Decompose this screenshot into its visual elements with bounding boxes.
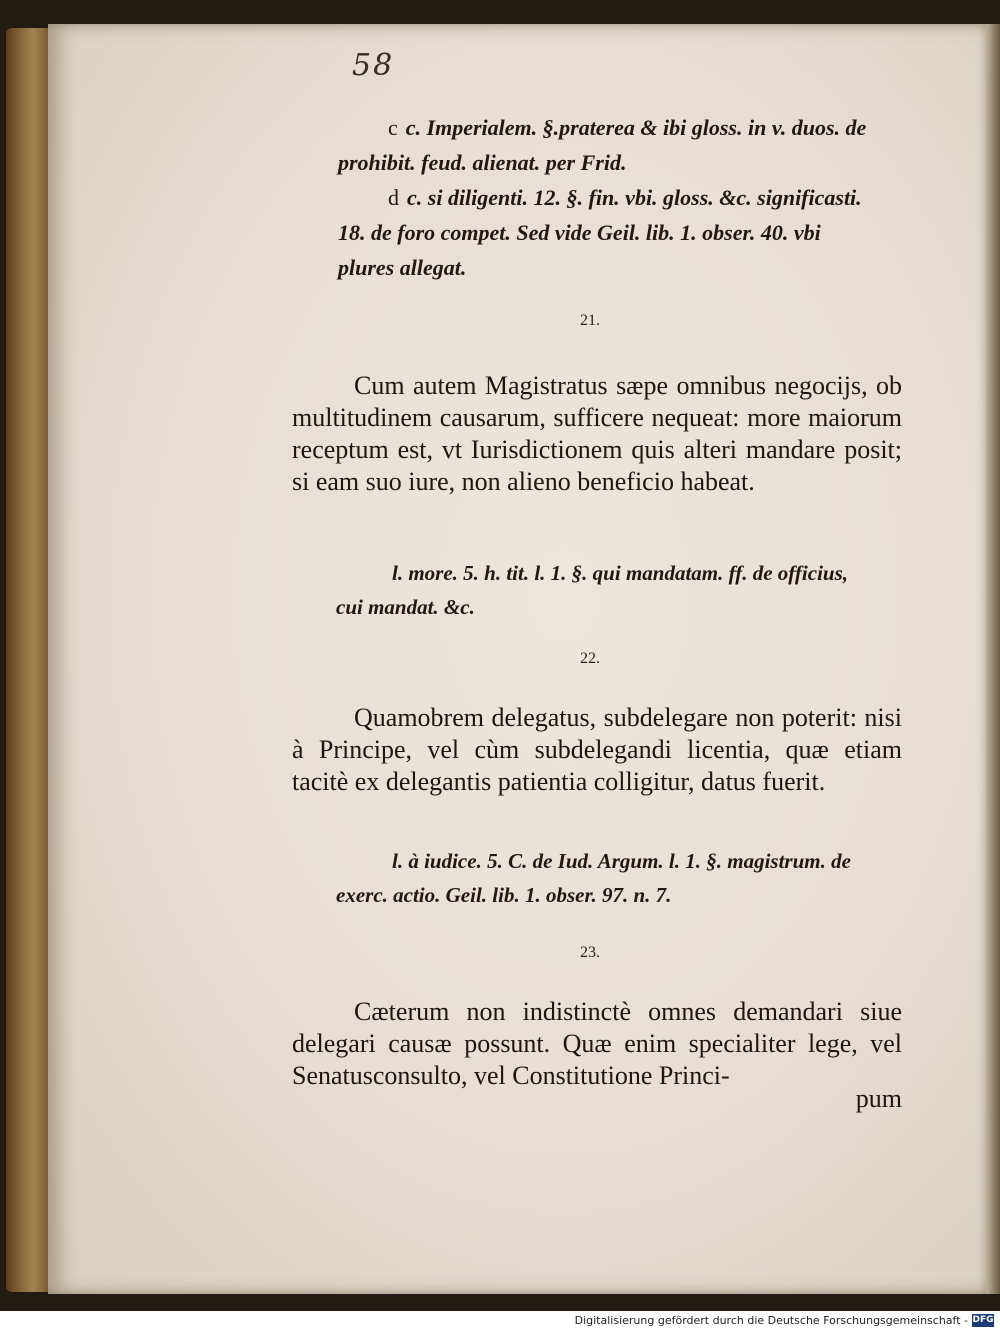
section-number-22: 22. [580,650,600,667]
book-spine-edge [6,28,52,1292]
footnote-d-text: c. si diligenti. 12. §. fin. vbi. gloss. &c. significasti. 18. de foro compet. Sed vide Geil. lib. 1. obser. 40. vbi plures allegat. [338,185,862,280]
footnote-c-marker: c [388,115,398,140]
footnote-c-text: c. Imperialem. §.praterea & ibi gloss. in v. duos. de prohibit. feud. alienat. per Frid. [338,115,867,175]
dfg-logo: DFG [972,1315,994,1325]
footnote-d-marker: d [388,185,399,210]
section-21-citation: l. more. 5. h. tit. l. 1. §. qui mandatam. ff. de officius, cui mandat. &c. [336,561,849,619]
page-number: 58 [352,48,395,83]
footnote-d [338,180,878,285]
catchword: pum [855,1084,902,1113]
digitization-credit: Digitalisierung gefördert durch die Deutsche Forschungsgemeinschaft - [574,1314,968,1327]
section-21-text: Cum autem Magistratus sæpe omnibus negocijs, ob multitudinem causarum, sufficere nequeat: more maiorum receptum est, vt Iurisdictionem quis alteri mandare posit; si eam suo iure, non alieno beneficio habeat. [292,371,902,496]
section-22-text: Quamobrem delegatus, subdelegare non poterit: nisi à Principe, vel cùm subdelegandi licentia, quæ etiam tacitè ex delegantis patientia colligitur, datus fuerit. [292,703,902,796]
section-number-23: 23. [580,944,600,961]
section-number-21: 21. [580,312,600,329]
section-23-text: Cæterum non indistinctè omnes demandari siue delegari causæ possunt. Quæ enim specialiter lege, vel Senatusconsulto, vel Constitutione Princi- [292,997,902,1090]
footnote-c [338,110,878,180]
page-right-edge [986,24,1000,1294]
section-22-citation: l. à iudice. 5. C. de Iud. Argum. l. 1. §. magistrum. de exerc. actio. Geil. lib. 1. obser. 97. n. 7. [336,849,851,907]
